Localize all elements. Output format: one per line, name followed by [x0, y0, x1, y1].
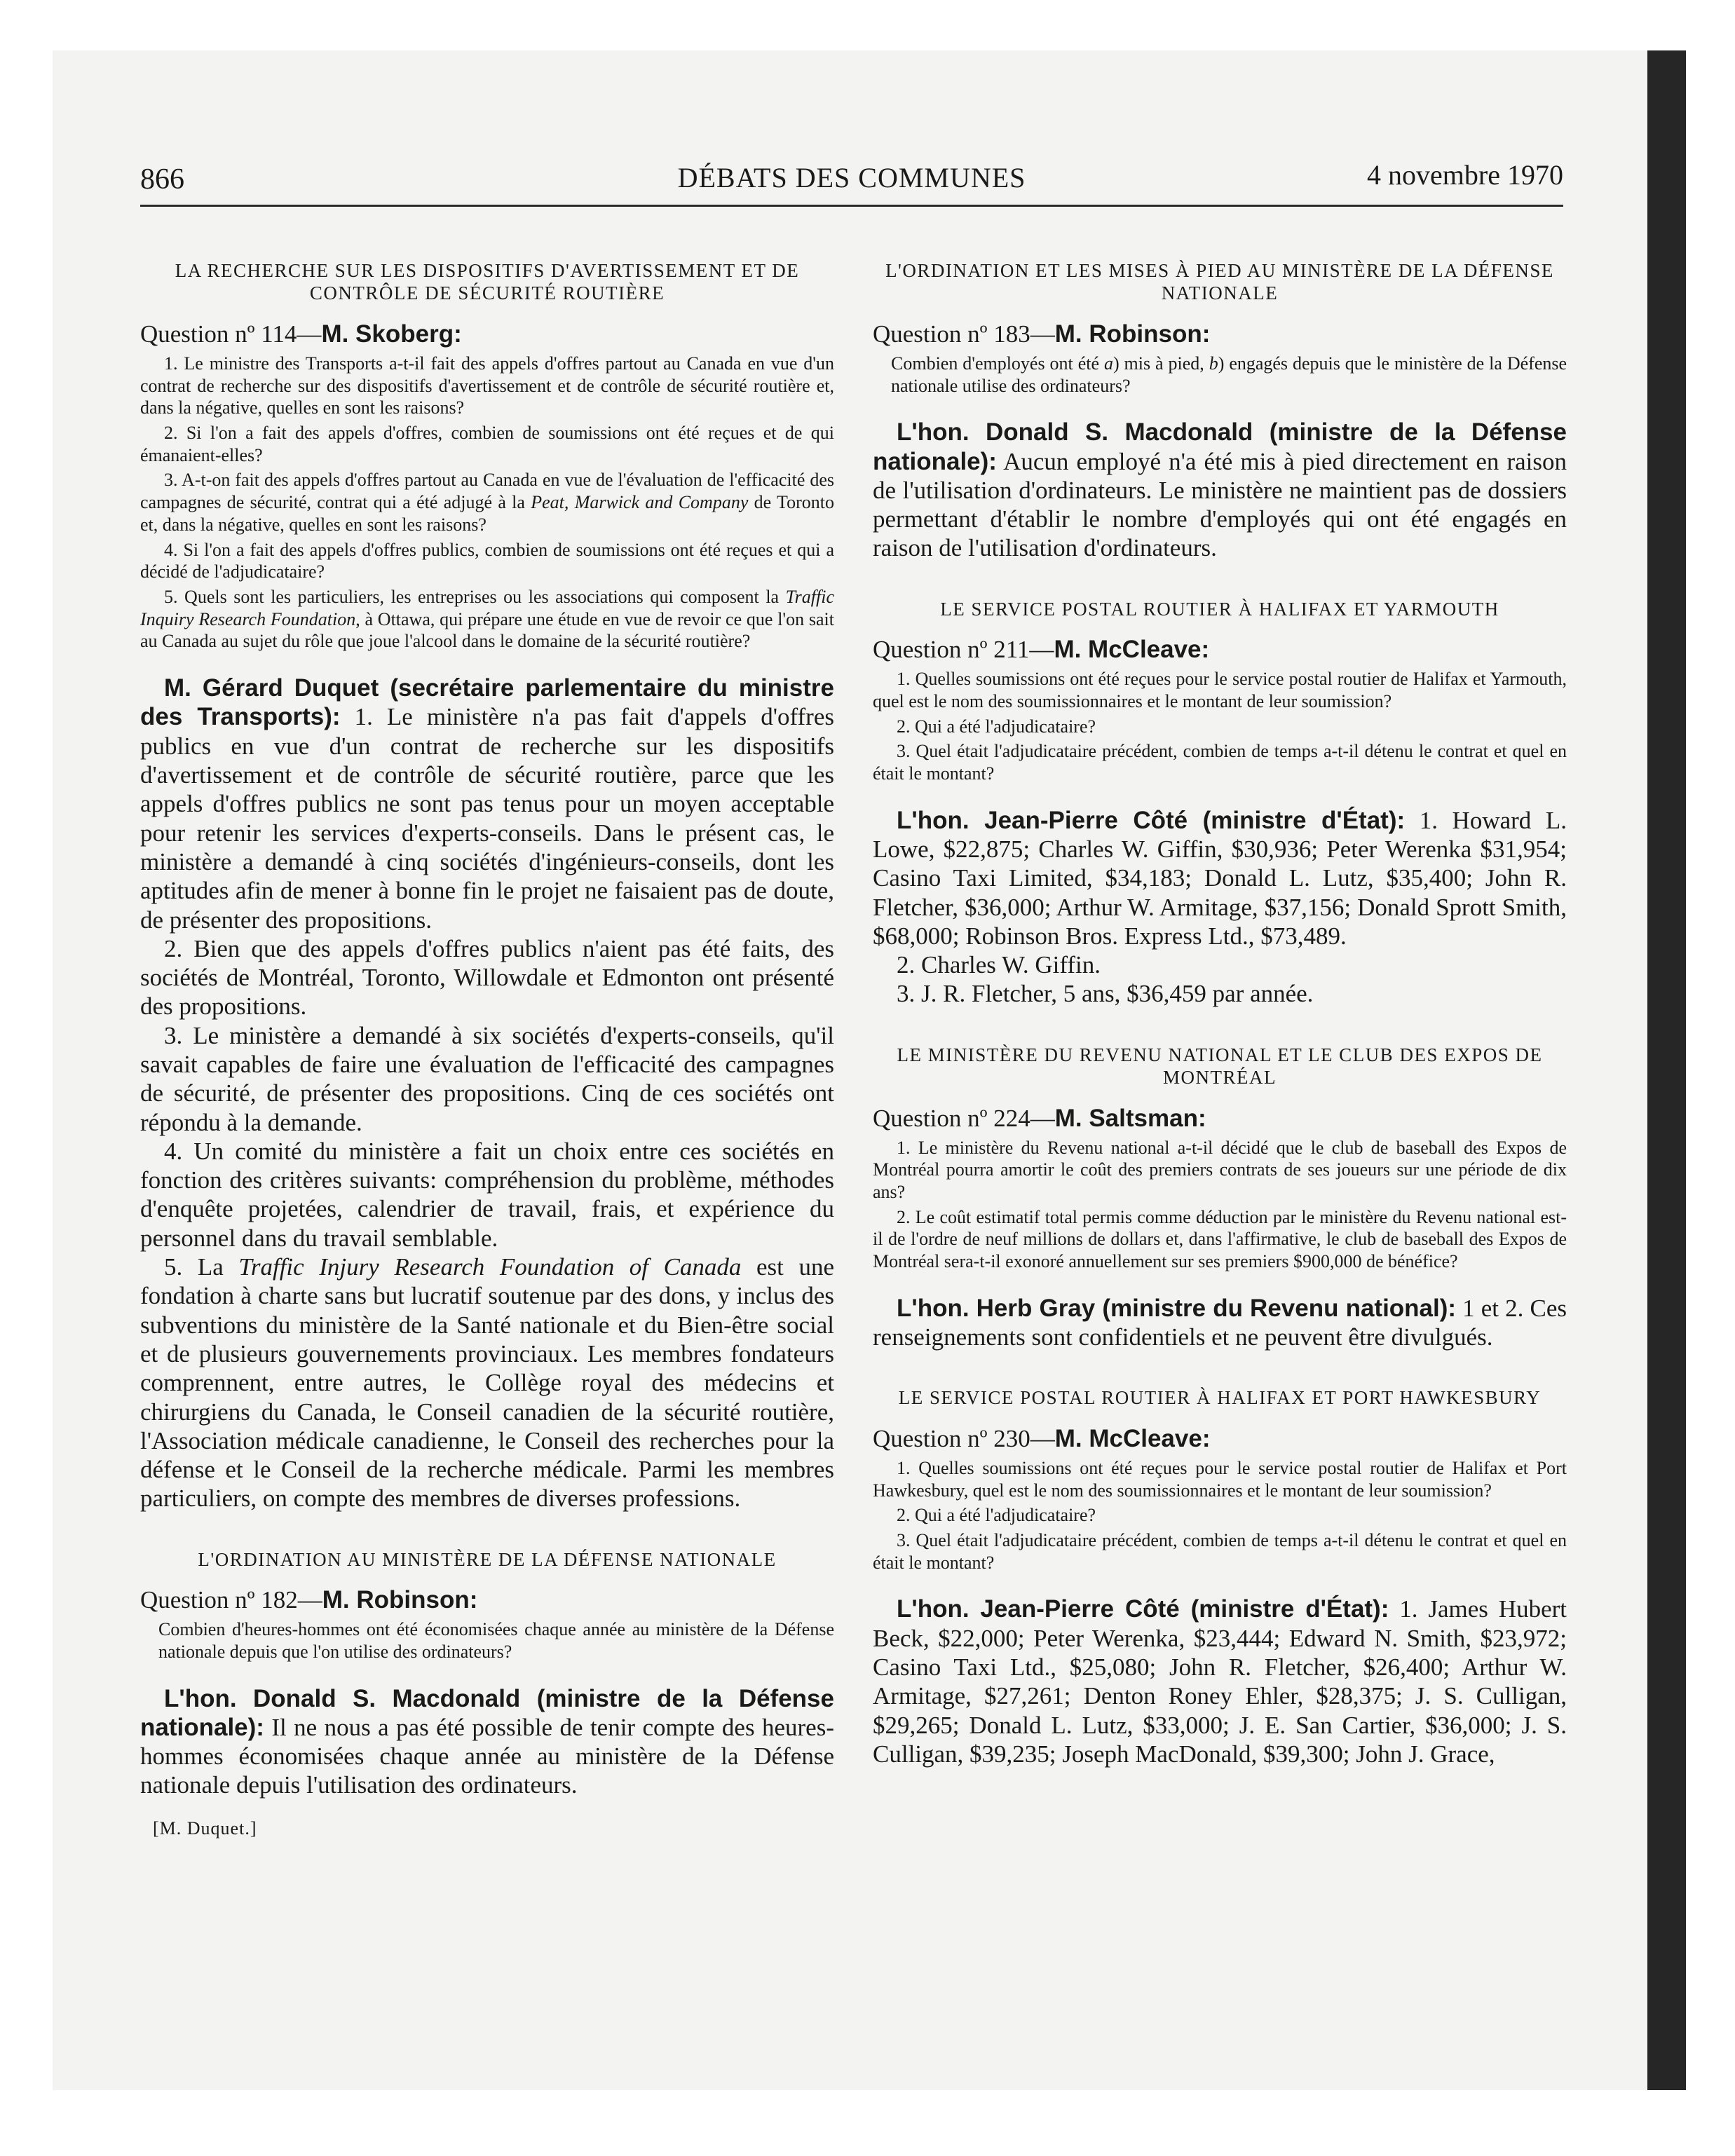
section-halifax-yarmouth — [873, 598, 1567, 1009]
answer-paragraph: 3. J. R. Fletcher, 5 ans, $36,459 par année. — [897, 980, 1314, 1008]
questioner: M. McCleave: — [1054, 636, 1210, 664]
left-column — [140, 259, 834, 1839]
italic-name: Traffic Injury Research Foundation of Canada — [238, 1253, 742, 1281]
question-item: 1. Le ministère du Revenu national a-t-il décidé que le club de baseball des Expos de Montréal pourra amortir le coût des premiers contrats de ses joueurs sur une période de dix ans? — [873, 1137, 1567, 1202]
question-item: 3. Quel était l'adjudicataire précédent, combien de temps a-t-il détenu le contrat et quel en était le montant? — [873, 1530, 1567, 1573]
question-item: Combien d'heures-hommes ont été économisées chaque année au ministère de la Défense nationale depuis que l'on utilise des ordinateurs? — [158, 1619, 834, 1662]
question-number: Question nº 183— — [873, 320, 1055, 348]
question-item: 2. Le coût estimatif total permis comme déduction par le ministère du Revenu national est-il de l'ordre de neuf millions de dollars et, dans l'affirmative, le club de baseball des Expos de Montréal sera-t-il exonoré annuellement sur ses premiers $900,000 de bénéfice? — [873, 1206, 1567, 1272]
text-run: 1. James Hubert Beck, $22,000; Peter Werenka, $23,444; Edward N. Smith, $23,972; Casino Taxi Ltd., $25,080; John R. Fletcher, $26,400; Arthur W. Armitage, $27,261; Denton Roney Ehler, $28,375; J. S. Culligan, $29,265; Donald L. Lutz, $33,000; J. E. San Cartier, $36,000; J. S. Culligan, $39,235; Joseph MacDonald, $39,300; John J. Grace, — [873, 1595, 1567, 1768]
answer-paragraph: 2. Bien que des appels d'offres publics n'aient pas été faits, des sociétés de Montréal, Toronto, Willowdale et Edmonton ont présenté des propositions. — [140, 934, 834, 1021]
text-run: 1. Howard L. Lowe, $22,875; Charles W. Giffin, $30,936; Peter Werenka $31,954; Casino Taxi Limited, $34,183; Donald L. Lutz, $35,400; John R. Fletcher, $36,000; Arthur W. Armitage, $37,156; Donald Sprott Smith, $68,000; Robinson Bros. Express Ltd., $73,489. — [873, 806, 1567, 950]
section-ordination-mises-a-pied — [873, 259, 1567, 563]
answer-paragraph: 4. Un comité du ministère a fait un choix entre ces sociétés en fonction des critères suivants: compréhension du problème, méthodes d'enquête projetées, calendrier de travail, frais, et expérience du personnel dans du travail semblable. — [140, 1137, 834, 1252]
text-run: 1 et 2. Ces renseignements sont confidentiels et ne peuvent être divulgués. — [873, 1294, 1567, 1351]
questioner: M. Robinson: — [322, 1586, 478, 1614]
question-number: Question nº 211— — [873, 636, 1054, 664]
text-run: de Toronto et, dans la négative, quelles en sont les raisons? — [140, 492, 834, 535]
answer-paragraph — [140, 1253, 834, 1513]
question-item — [140, 586, 834, 653]
speaker: L'hon. Jean-Pierre Côté (ministre d'État): — [897, 806, 1406, 834]
section-ordination-defense — [140, 1548, 834, 1800]
question-item: 2. Si l'on a fait des appels d'offres, combien de soumissions ont été reçues et de qui émanaient-elles? — [140, 422, 834, 465]
speaker: L'hon. Herb Gray (ministre du Revenu national): — [897, 1294, 1457, 1322]
question-title — [140, 320, 834, 348]
text-run: 3. A-t-on fait des appels d'offres partout au Canada en vue de l'évaluation de l'efficacité des campagnes de sécurité, contrat qui a été adjugé à la — [140, 470, 834, 513]
section-heading: L'ORDINATION AU MINISTÈRE DE LA DÉFENSE NATIONALE — [198, 1548, 777, 1570]
section-revenu-expos — [873, 1044, 1567, 1352]
section-heading: LA RECHERCHE SUR LES DISPOSITIFS D'AVERTISSEMENT ET DE CONTRÔLE DE SÉCURITÉ ROUTIÈRE — [175, 260, 800, 304]
questioner: M. McCleave: — [1054, 1424, 1211, 1452]
question-title — [873, 320, 1567, 348]
question-item: 1. Le ministre des Transports a-t-il fait des appels d'offres partout au Canada en vue d'un contrat de recherche sur des dispositifs d'avertissement et de contrôle de sécurité routière et, dans la négative, quelles en sont les raisons? — [140, 353, 834, 418]
text-run: Combien d'employés ont été — [891, 353, 1104, 374]
answer-paragraph: 3. Le ministère a demandé à six sociétés d'experts-conseils, qu'il savait capables de faire une évaluation de l'efficacité des campagnes de sécurité, de présenter des propositions. Cinq de ces sociétés ont répondu à la demande. — [140, 1021, 834, 1136]
page-header — [140, 156, 1563, 207]
section-heading: L'ORDINATION ET LES MISES À PIED AU MINISTÈRE DE LA DÉFENSE NATIONALE — [885, 260, 1554, 304]
answer-paragraph — [873, 1294, 1567, 1352]
answer-paragraph — [873, 418, 1567, 562]
section-halifax-port-hawkesbury — [873, 1386, 1567, 1768]
answer-paragraph — [140, 1684, 834, 1800]
section-heading: LE MINISTÈRE DU REVENU NATIONAL ET LE CLUB DES EXPOS DE MONTRÉAL — [897, 1044, 1543, 1089]
question-item — [140, 469, 834, 535]
italic-letter: a — [1103, 353, 1113, 374]
speaker: M. Gérard Duquet (secrétaire parlementaire du ministre des Transports): — [140, 674, 834, 731]
speaker: L'hon. Jean-Pierre Côté (ministre d'État): — [897, 1595, 1389, 1623]
section-recherche-securite-routiere — [140, 259, 834, 1513]
questioner: M. Skoberg: — [321, 320, 462, 348]
text-run: 5. Quels sont les particuliers, les entreprises ou les associations qui composent la — [164, 586, 786, 607]
question-item: 1. Quelles soumissions ont été reçues pour le service postal routier de Halifax et Yarmouth, quel est le nom des soumissionnaires et le montant de leur soumission? — [873, 669, 1567, 711]
speaker: L'hon. Donald S. Macdonald (ministre de la Défense nationale): — [873, 418, 1567, 475]
text-run: ) mis à pied, — [1113, 353, 1209, 374]
right-column — [873, 259, 1567, 1768]
italic-name: Traffic Inquiry Research Foundation — [140, 586, 834, 629]
question-title — [873, 1105, 1567, 1133]
text-run: , à Ottawa, qui prépare une étude en vue de revoir ce que l'on sait au Canada au sujet du rôle que joue l'alcool dans le domaine de la sécurité routière? — [140, 608, 834, 652]
question-number: Question nº 224— — [873, 1104, 1055, 1132]
text-run: 5. La — [164, 1253, 239, 1281]
questioner: M. Saltsman: — [1054, 1104, 1206, 1132]
text-run: Aucun employé n'a été mis à pied directement en raison de l'utilisation d'ordinateurs. Le ministère ne maintient pas de dossiers permettant d'établir le nombre d'employés qui ont été engagés en raison de l'utilisation d'ordinateurs. — [873, 447, 1567, 562]
question-title — [140, 1586, 834, 1614]
page-footer-speaker: [M. Duquet.] — [153, 1817, 257, 1838]
answer-paragraph: 2. Charles W. Giffin. — [897, 951, 1101, 979]
text-run: est une fondation à charte sans but lucratif soutenue par des dons, y inclus des subventions du ministère de la Santé nationale et du Bien-être social et de plusieurs gouvernements provinciaux. Les membres fondateurs comprennent, entre autres, le Collège royal des médecins et chirurgiens du Canada, le Conseil canadien de la sécurité routière, l'Association médicale canadienne, le Conseil des recherches pour la défense et le Conseil de la recherche médicale. Parmi les membres particuliers, on compte des membres de diverses professions. — [140, 1253, 835, 1513]
answer-paragraph — [873, 806, 1567, 950]
italic-letter: b — [1209, 353, 1218, 374]
question-number: Question nº 230— — [873, 1424, 1055, 1452]
questioner: M. Robinson: — [1054, 320, 1211, 348]
question-item: 2. Qui a été l'adjudicataire? — [897, 716, 1096, 737]
section-heading: LE SERVICE POSTAL ROUTIER À HALIFAX ET PORT HAWKESBURY — [898, 1387, 1542, 1409]
question-item — [873, 353, 1567, 397]
text-run: 1. Le ministère n'a pas fait d'appels d'offres publics en vue d'un contrat de recherche sur les dispositifs d'avertissement et de contrôle de sécurité routière, parce que les appels d'offres publics ne sont pas tenus pour un moyen acceptable pour retenir les services d'experts-conseils. Dans le présent cas, le ministère a demandé à cinq sociétés d'ingénieurs-conseils, dont les aptitudes afin de mener à bonne fin le projet ne faisaient pas de doute, de présenter des propositions. — [140, 703, 834, 934]
question-item: 3. Quel était l'adjudicataire précédent, combien de temps a-t-il détenu le contrat et quel en était le montant? — [873, 741, 1567, 784]
question-title — [873, 1425, 1567, 1453]
section-heading: LE SERVICE POSTAL ROUTIER À HALIFAX ET YARMOUTH — [940, 598, 1499, 620]
question-item: 1. Quelles soumissions ont été reçues pour le service postal routier de Halifax et Port Hawkesbury, quel est le nom des soumissionnaires et le montant de leur soumission? — [873, 1457, 1567, 1501]
answer-paragraph — [873, 1595, 1567, 1768]
question-number: Question nº 114— — [140, 320, 322, 348]
question-title — [873, 636, 1567, 664]
page-number: 866 — [140, 163, 184, 196]
question-number: Question nº 182— — [140, 1586, 322, 1614]
text-run: ) engagés depuis que le ministère de la Défense nationale utilise des ordinateurs? — [891, 353, 1567, 396]
page-title: DÉBATS DES COMMUNES — [677, 162, 1026, 193]
text-run: Il ne nous a pas été possible de tenir compte des heures-hommes économisées chaque année au ministère de la Défense nationale depuis l'utilisation des ordinateurs. — [140, 1713, 834, 1799]
italic-name: Peat, Marwick and Company — [531, 492, 749, 513]
page-date: 4 novembre 1970 — [1367, 159, 1563, 191]
question-item: 4. Si l'on a fait des appels d'offres publics, combien de soumissions ont été reçues et qui a décidé de l'adjudicataire? — [140, 539, 834, 582]
speaker: L'hon. Donald S. Macdonald (ministre de la Défense nationale): — [140, 1684, 834, 1741]
question-item: 2. Qui a été l'adjudicataire? — [897, 1505, 1096, 1526]
answer-paragraph — [140, 674, 834, 934]
